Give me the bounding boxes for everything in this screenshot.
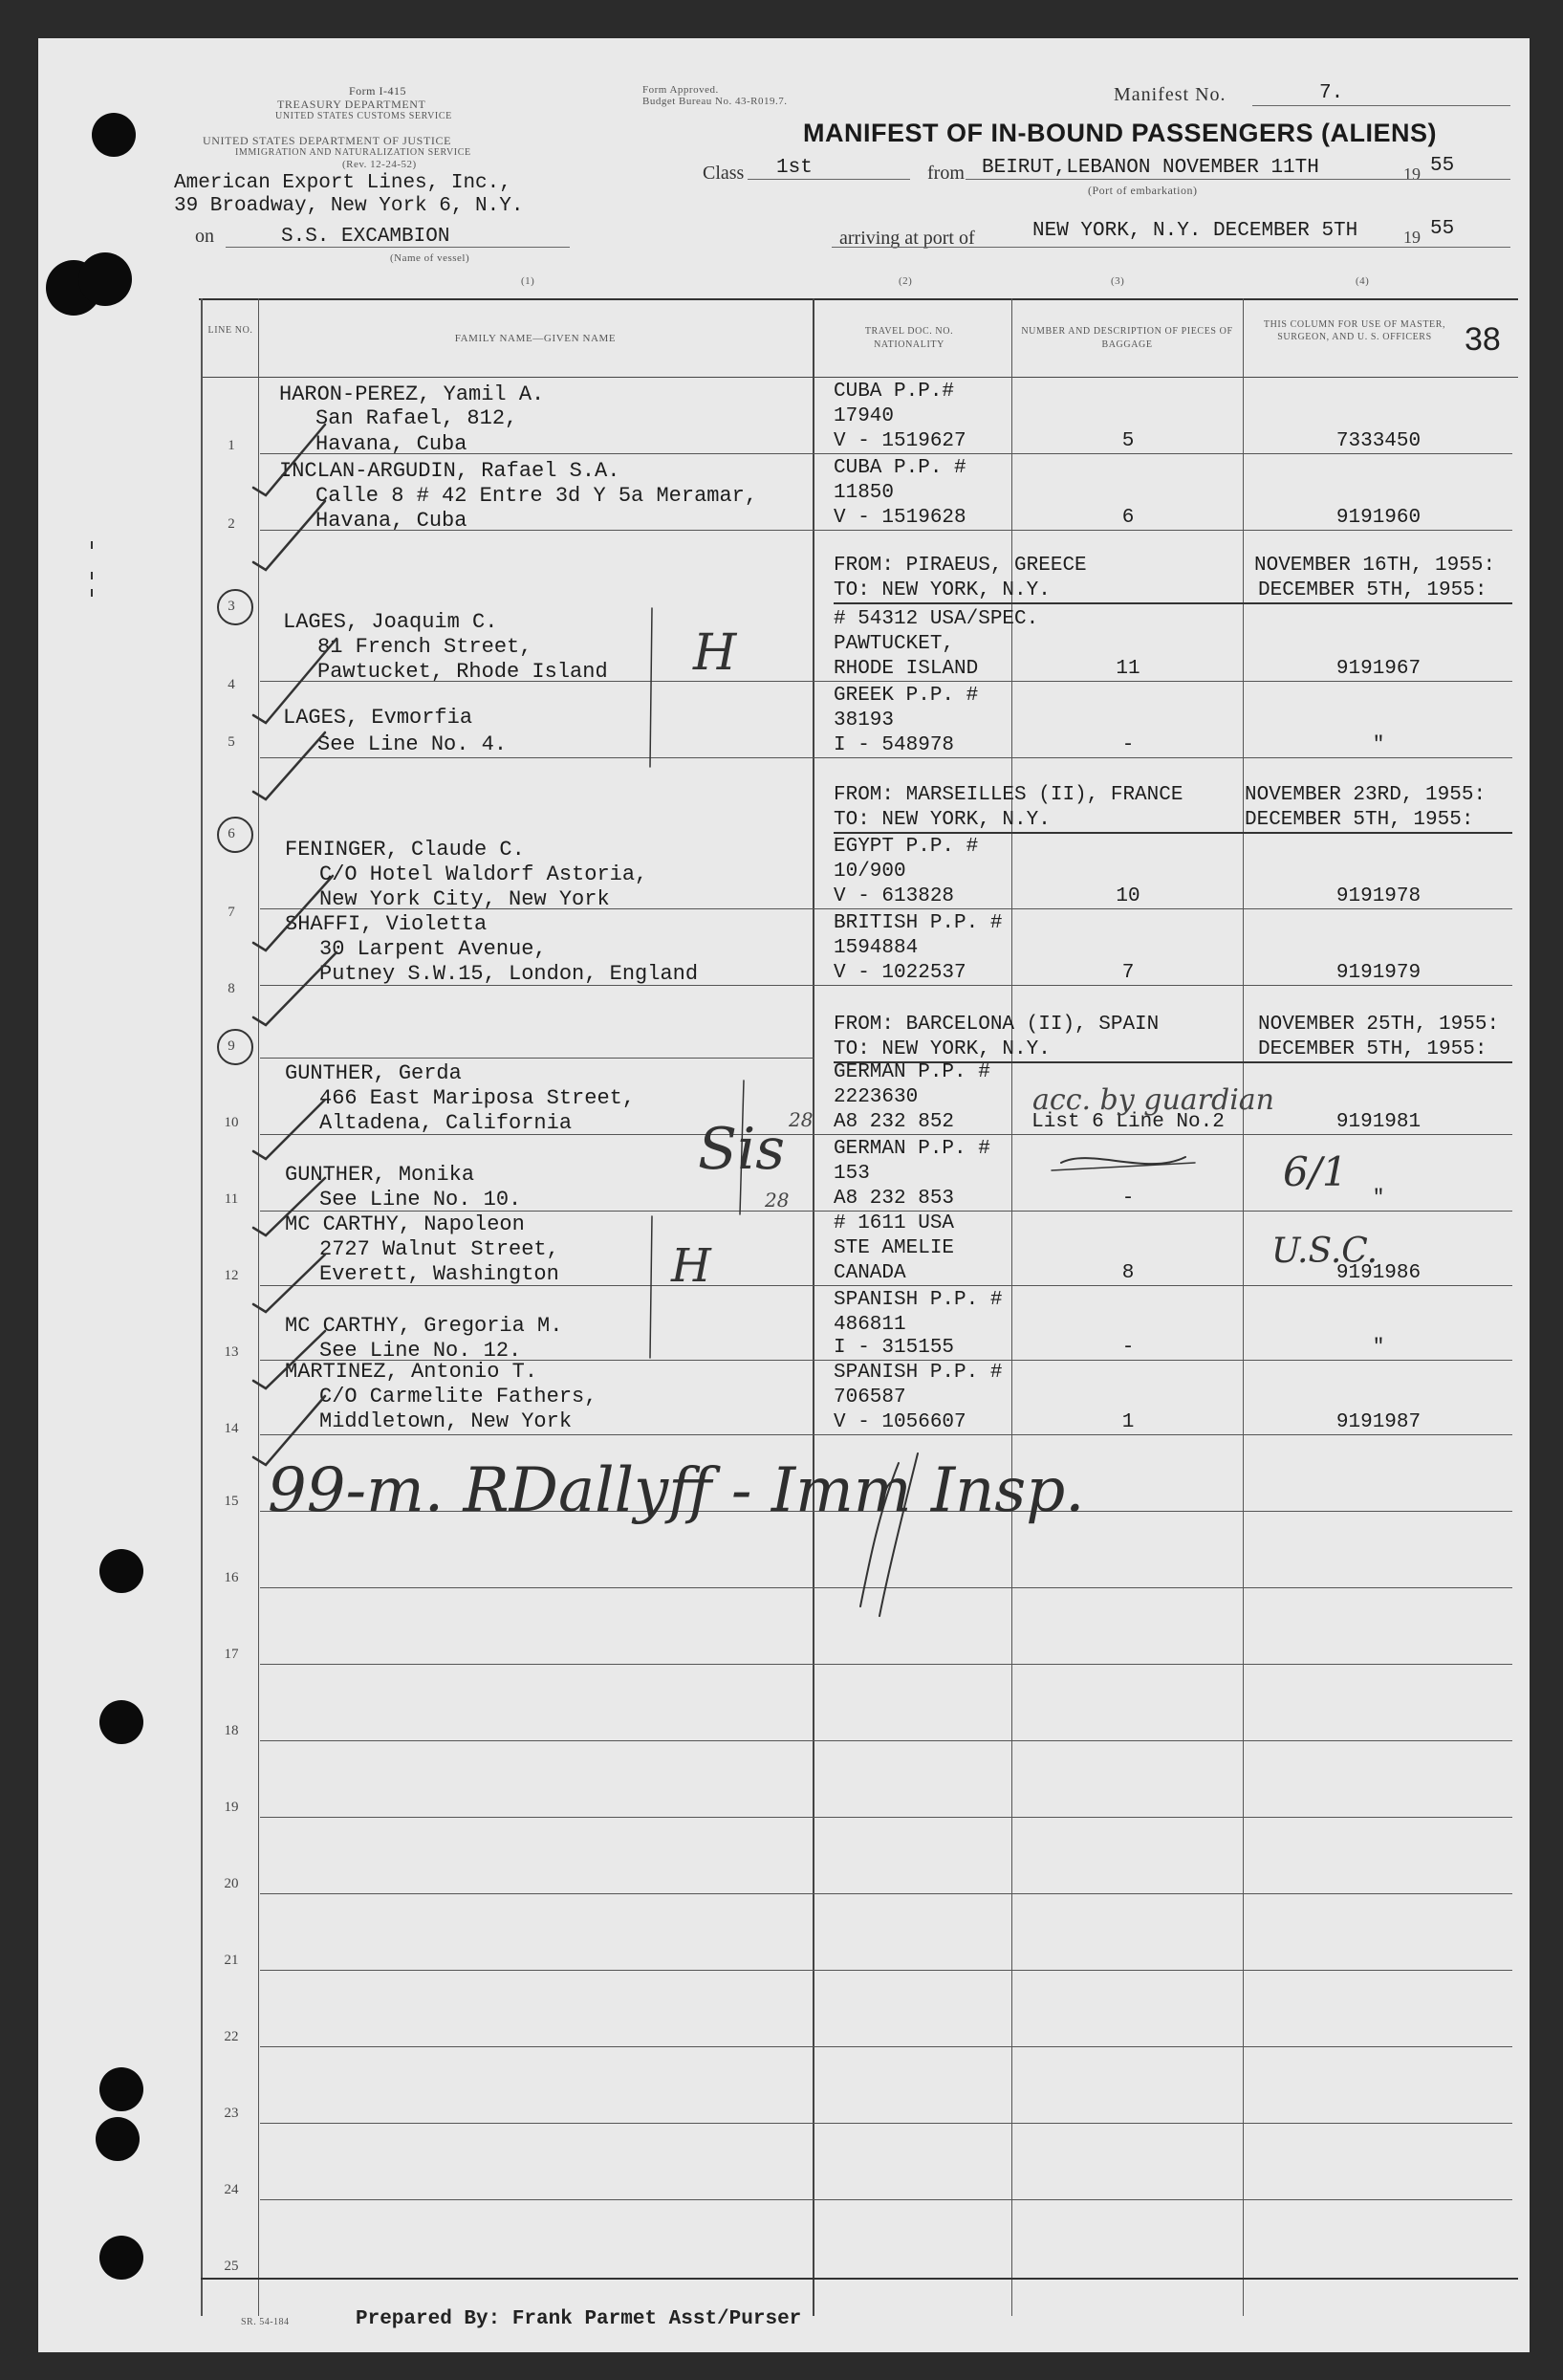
form-sr-number: SR. 54-184 (241, 2317, 290, 2327)
baggage-count: 10 (1116, 885, 1140, 907)
handwritten-acc-guardian: acc. by guardian (1032, 1083, 1275, 1117)
route-from-date: NOVEMBER 25TH, 1955: (1258, 1014, 1500, 1036)
baggage-count: - (1121, 1188, 1135, 1210)
budget-bureau: Budget Bureau No. 43-R019.7. (642, 96, 788, 107)
line-number: 19 (224, 1800, 239, 1815)
baggage-count: 7 (1121, 962, 1135, 984)
travel-doc: GERMAN P.P. # (834, 1061, 990, 1083)
baggage-count: - (1121, 734, 1135, 756)
travel-doc-no: STE AMELIE (834, 1237, 955, 1259)
passenger-city: Havana, Cuba (315, 509, 467, 533)
baggage-count: 1 (1121, 1411, 1135, 1433)
passenger-name: GUNTHER, Monika (285, 1163, 475, 1187)
vessel-name: S.S. EXCAMBION (281, 226, 450, 248)
check-mark-icon (253, 1255, 325, 1312)
passenger-address: Calle 8 # 42 Entre 3d Y 5a Meramar, (315, 484, 758, 508)
passenger-address: See Line No. 10. (319, 1188, 522, 1212)
officer-code: 9191987 (1335, 1411, 1422, 1433)
passenger-address: 466 East Mariposa Street, (319, 1086, 636, 1110)
form-approved: Form Approved. (642, 84, 719, 96)
passenger-address: C/O Carmelite Fathers, (319, 1385, 597, 1408)
passenger-address: 81 French Street, (317, 635, 532, 659)
travel-doc-no: 2223630 (834, 1086, 919, 1108)
col-num-4: (4) (1356, 275, 1370, 287)
baggage-count: 8 (1121, 1262, 1135, 1284)
circled-line-icon (218, 590, 252, 624)
passenger-city: Everett, Washington (319, 1262, 559, 1286)
visa-no: I - 548978 (834, 734, 955, 756)
passenger-address: C/O Hotel Waldorf Astoria, (319, 862, 648, 886)
check-mark-icon (253, 425, 325, 495)
check-mark-icon (253, 639, 336, 723)
manifest-title: MANIFEST OF IN-BOUND PASSENGERS (ALIENS) (803, 119, 1438, 147)
year-prefix-2: 19 (1403, 228, 1421, 247)
handwritten-six-one: 6/1 (1283, 1148, 1348, 1195)
travel-doc: SPANISH P.P. # (834, 1289, 1003, 1311)
page-number: 38 (1465, 321, 1501, 358)
handwritten-h: H (693, 624, 737, 682)
route-from: FROM: BARCELONA (II), SPAIN (834, 1014, 1160, 1036)
route-to: TO: NEW YORK, N.Y. (834, 809, 1051, 831)
passenger-name: GUNTHER, Gerda (285, 1061, 462, 1085)
vessel-caption: (Name of vessel) (390, 252, 470, 264)
visa-no: RHODE ISLAND (834, 658, 979, 680)
line-number: 11 (224, 1191, 239, 1207)
line-number: 23 (224, 2106, 239, 2121)
visa-no: V - 613828 (834, 885, 955, 907)
passenger-name: LAGES, Joaquim C. (283, 610, 498, 634)
route-to-date: DECEMBER 5TH, 1955: (1258, 579, 1487, 601)
justice-label: UNITED STATES DEPARTMENT OF JUSTICE (203, 134, 452, 147)
travel-doc-no: 706587 (834, 1387, 906, 1408)
visa-no: CANADA (834, 1262, 906, 1284)
travel-doc: BRITISH P.P. # (834, 912, 1003, 934)
handwritten-number: 28 (765, 1189, 790, 1212)
visa-no: V - 1056607 (834, 1411, 966, 1433)
from-label: from (927, 163, 965, 184)
travel-doc: # 1611 USA (834, 1212, 955, 1234)
line-number: 18 (224, 1723, 239, 1738)
route-to: TO: NEW YORK, N.Y. (834, 1038, 1051, 1060)
handwritten-usc: U.S.C. (1271, 1232, 1378, 1271)
manifest-no-value: 7. (1319, 82, 1344, 104)
officer-code: " (1372, 1188, 1385, 1210)
arrival-value: NEW YORK, N.Y. DECEMBER 5TH (1032, 220, 1358, 242)
line-number: 16 (224, 1570, 239, 1585)
passenger-address: San Rafael, 812, (315, 406, 518, 430)
circled-line-icon (218, 1030, 252, 1064)
line-number: 8 (228, 981, 235, 996)
travel-doc: # 54312 USA/SPEC. (834, 608, 1039, 630)
travel-doc-no: 486811 (834, 1314, 906, 1336)
visa-no: I - 315155 (834, 1337, 955, 1359)
binder-hole-icon (92, 113, 136, 157)
year-1: 55 (1430, 155, 1455, 177)
visa-no: V - 1519627 (834, 430, 966, 452)
line-number: 20 (224, 1876, 239, 1891)
baggage-count: List 6 Line No.2 (1031, 1111, 1225, 1133)
baggage-count: 11 (1116, 658, 1140, 680)
ins-label: IMMIGRATION AND NATURALIZATION SERVICE (235, 147, 471, 158)
passenger-name: MC CARTHY, Napoleon (285, 1212, 525, 1236)
binder-hole-icon (99, 1700, 143, 1744)
line-number: 14 (224, 1421, 239, 1436)
line-number: 3 (228, 599, 235, 614)
route-from: FROM: MARSEILLES (II), FRANCE (834, 784, 1183, 806)
passenger-address: See Line No. 12. (319, 1339, 522, 1363)
officer-code: 9191986 (1335, 1262, 1422, 1284)
from-value: BEIRUT,LEBANON NOVEMBER 11TH (982, 157, 1319, 179)
handwritten-h: H (671, 1239, 711, 1293)
check-mark-icon (253, 1331, 325, 1388)
col-num-2: (2) (899, 275, 913, 287)
visa-no: A8 232 852 (834, 1111, 955, 1133)
col-num-1: (1) (521, 275, 535, 287)
line-number: 1 (228, 438, 235, 453)
travel-doc-no: 17940 (834, 405, 895, 427)
officer-code: 9191979 (1335, 962, 1422, 984)
baggage-count: 6 (1121, 507, 1135, 529)
travel-doc-no: 38193 (834, 710, 895, 731)
passenger-address: See Line No. 4. (317, 732, 508, 756)
company-line1: American Export Lines, Inc., (174, 172, 511, 194)
prepared-by: Prepared By: Frank Parmet Asst/Purser (356, 2308, 802, 2330)
travel-doc-no: 10/900 (834, 861, 906, 883)
binder-hole-icon (99, 2067, 143, 2111)
route-to-date: DECEMBER 5TH, 1955: (1258, 1038, 1487, 1060)
binder-hole-icon (78, 252, 132, 306)
line-number: 22 (224, 2029, 239, 2044)
line-number: 17 (224, 1647, 239, 1662)
travel-doc-no: 153 (834, 1163, 870, 1185)
company-line2: 39 Broadway, New York 6, N.Y. (174, 195, 524, 217)
route-from: FROM: PIRAEUS, GREECE (834, 555, 1087, 577)
manifest-sheet (38, 38, 1530, 2352)
passenger-city: New York City, New York (319, 887, 610, 911)
passenger-city: Havana, Cuba (315, 432, 467, 456)
travel-doc-no: 11850 (834, 482, 895, 504)
travel-doc-no: PAWTUCKET, (834, 633, 955, 655)
passenger-city: Pawtucket, Rhode Island (317, 660, 608, 684)
passenger-name: INCLAN-ARGUDIN, Rafael S.A. (279, 459, 620, 483)
check-mark-icon (253, 1100, 325, 1159)
travel-doc: CUBA P.P. # (834, 457, 966, 479)
treasury-label: TREASURY DEPARTMENT (277, 98, 426, 111)
col-header-officers: THIS COLUMN FOR USE OF MASTER, SURGEON, AND U. S. OFFICERS (1263, 319, 1446, 342)
travel-doc: GERMAN P.P. # (834, 1138, 990, 1160)
form-number: Form I-415 (349, 84, 406, 98)
arriving-label: arriving at port of (839, 228, 975, 249)
officer-code: 9191967 (1335, 658, 1422, 680)
class-label: Class (703, 163, 745, 184)
officer-code: " (1372, 1337, 1385, 1359)
col-header-line-no: LINE NO. (207, 325, 253, 336)
visa-no: A8 232 853 (834, 1188, 955, 1210)
line-number: 21 (224, 1953, 239, 1968)
line-number: 6 (228, 826, 235, 841)
binder-hole-icon (99, 2236, 143, 2280)
passenger-address: 2727 Walnut Street, (319, 1237, 559, 1261)
class-value: 1st (776, 157, 813, 179)
passenger-name: MARTINEZ, Antonio T. (285, 1360, 538, 1384)
officer-code: " (1372, 734, 1385, 756)
line-number: 7 (228, 905, 235, 920)
year-prefix-1: 19 (1403, 164, 1421, 184)
travel-doc: GREEK P.P. # (834, 685, 979, 707)
handwriting-overlay (38, 38, 1530, 2352)
line-number: 5 (228, 734, 235, 750)
officer-code: 7333450 (1335, 430, 1422, 452)
passenger-city: Putney S.W.15, London, England (319, 962, 699, 986)
passenger-address: 30 Larpent Avenue, (319, 937, 547, 961)
col-header-name: FAMILY NAME—GIVEN NAME (454, 333, 617, 344)
rev-label: (Rev. 12-24-52) (342, 159, 417, 170)
travel-doc: EGYPT P.P. # (834, 836, 979, 858)
officer-code: 9191960 (1335, 507, 1422, 529)
customs-label: UNITED STATES CUSTOMS SERVICE (275, 111, 452, 121)
handwritten-inspector-note: 99-m. RDallyff - Imm Insp. (268, 1455, 1085, 1526)
route-to-date: DECEMBER 5TH, 1955: (1245, 809, 1474, 831)
travel-doc: SPANISH P.P. # (834, 1362, 1003, 1384)
check-mark-icon (253, 952, 336, 1025)
visa-no: V - 1022537 (834, 962, 966, 984)
line-number: 9 (228, 1038, 235, 1054)
year-2: 55 (1430, 218, 1455, 240)
manifest-no-label: Manifest No. (1114, 84, 1227, 105)
baggage-count: - (1121, 1337, 1135, 1359)
line-number: 25 (224, 2259, 239, 2274)
binder-hole-icon (96, 2117, 140, 2161)
travel-doc: CUBA P.P.# (834, 381, 955, 403)
passenger-name: FENINGER, Claude C. (285, 838, 525, 862)
port-caption: (Port of embarkation) (1088, 184, 1198, 197)
binder-hole-icon (99, 1549, 143, 1593)
circled-line-icon (218, 818, 252, 852)
col-header-travel-doc: TRAVEL DOC. NO. NATIONALITY (864, 326, 954, 350)
on-label: on (195, 226, 214, 247)
handwritten-sis: Sis (698, 1116, 786, 1183)
officer-code: 9191981 (1335, 1111, 1422, 1133)
route-to: TO: NEW YORK, N.Y. (834, 579, 1051, 601)
route-from-date: NOVEMBER 23RD, 1955: (1245, 784, 1487, 806)
line-number: 24 (224, 2182, 239, 2197)
passenger-name: SHAFFI, Violetta (285, 912, 488, 936)
line-number: 10 (224, 1115, 239, 1130)
check-mark-icon (253, 732, 325, 799)
passenger-name: MC CARTHY, Gregoria M. (285, 1314, 563, 1338)
col-header-baggage: NUMBER AND DESCRIPTION OF PIECES OF BAGGAGE (1021, 326, 1233, 350)
travel-doc-no: 1594884 (834, 937, 919, 959)
line-number: 2 (228, 516, 235, 532)
col-num-3: (3) (1111, 275, 1125, 287)
passenger-name: HARON-PEREZ, Yamil A. (279, 382, 545, 406)
line-number: 4 (228, 677, 235, 692)
line-number: 12 (224, 1268, 239, 1283)
line-number: 15 (224, 1494, 239, 1509)
visa-no: V - 1519628 (834, 507, 966, 529)
handwritten-number: 28 (789, 1108, 814, 1131)
officer-code: 9191978 (1335, 885, 1422, 907)
check-mark-icon (253, 501, 325, 570)
line-number: 13 (224, 1344, 239, 1360)
baggage-count: 5 (1121, 430, 1135, 452)
check-mark-icon (253, 876, 333, 950)
passenger-city: Middletown, New York (319, 1409, 573, 1433)
passenger-city: Altadena, California (319, 1111, 573, 1135)
passenger-name: LAGES, Evmorfia (283, 706, 473, 730)
check-mark-icon (253, 1178, 325, 1235)
route-from-date: NOVEMBER 16TH, 1955: (1254, 555, 1496, 577)
